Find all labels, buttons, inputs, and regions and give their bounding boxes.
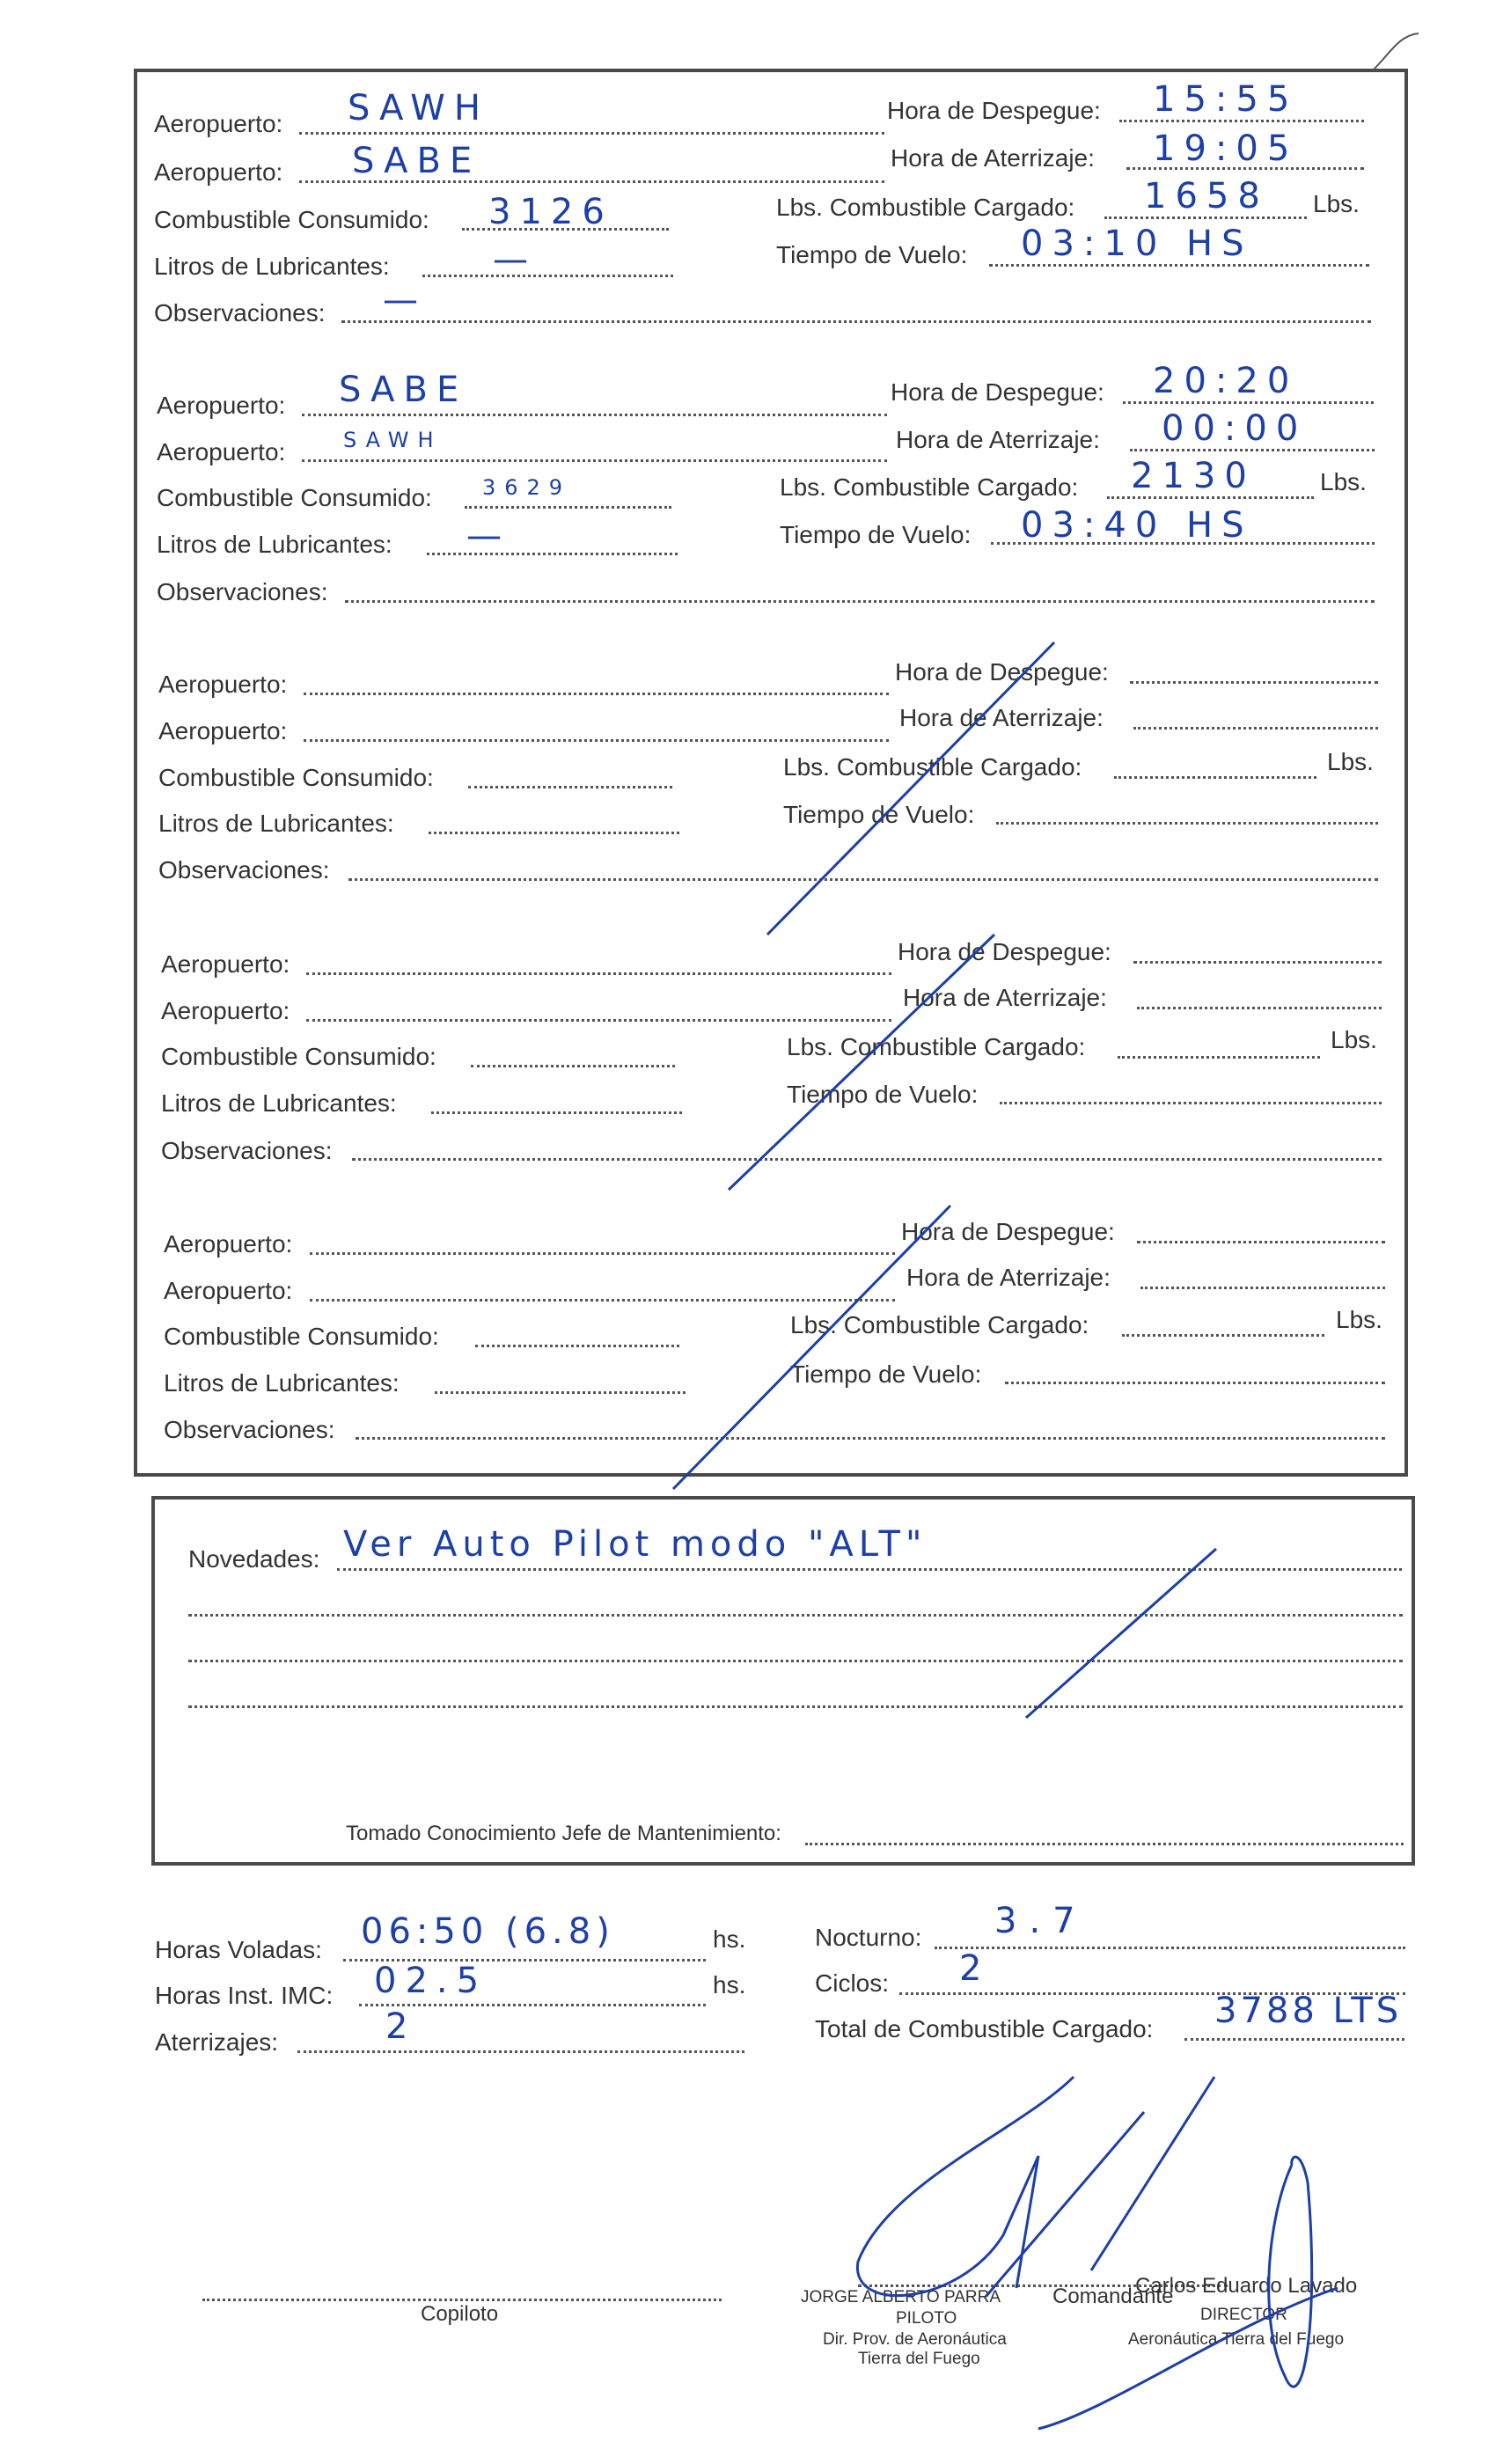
litros-lubricantes-label: Litros de Lubricantes: [158,810,394,837]
lbs-combustible-cargado-label: Lbs. Combustible Cargado: [776,194,1075,221]
leader-dots [429,832,679,834]
aterrizajes-value: 2 [385,2006,417,2047]
leader-dots [1107,496,1314,499]
leader-dots [431,1111,682,1114]
hora-aterrizaje-label: Hora de Aterrizaje: [899,704,1104,731]
leader-dots [188,1660,1403,1662]
leader-dots [297,2050,744,2053]
leader-dots [1137,1241,1385,1243]
hora-despegue-label: Hora de Despegue: [901,1218,1115,1245]
piloto-name: JORGE ALBERTO PARRA [801,2288,1001,2306]
ciclos-label: Ciclos: [815,1969,890,1997]
leader-dots [1104,216,1307,219]
leader-dots [1005,1382,1385,1384]
leader-dots [356,1437,1385,1440]
observaciones-label: Observaciones: [157,578,328,605]
aeropuerto-1-value: SAWH [348,88,489,128]
leader-dots [1137,1007,1382,1009]
corner-mark [1373,33,1419,70]
piloto-signature [857,2077,1214,2297]
leader-dots [427,553,678,555]
combustible-consumido-label: Combustible Consumido: [158,764,434,791]
director-title: DIRECTOR [1200,2306,1287,2324]
lbs-unit: Lbs. [1327,748,1374,775]
piloto-org-line-1: Dir. Prov. de Aeronáutica [823,2330,1007,2349]
total-combustible-cargado-value: 3788 LTS [1214,1991,1403,2031]
lbs-combustible-cargado-value: 1658 [1144,176,1269,216]
tiempo-vuelo-label: Tiempo de Vuelo: [780,521,972,548]
combustible-consumido-value: 3126 [488,192,613,232]
lbs-unit: Lbs. [1331,1026,1377,1053]
horas-inst-imc-label: Horas Inst. IMC: [155,1982,334,2009]
lbs-combustible-cargado-label: Lbs. Combustible Cargado: [780,473,1079,501]
nocturno-value: 3.7 [994,1901,1088,1941]
aeropuerto-label: Aeropuerto: [154,158,283,186]
hs-unit: hs. [713,1925,746,1953]
horas-voladas-label: Horas Voladas: [155,1936,322,1963]
litros-lubricantes-value: — [466,516,510,556]
litros-lubricantes-label: Litros de Lubricantes: [154,253,390,280]
leader-dots [304,739,889,742]
leader-dots [468,786,672,788]
aeropuerto-2-value: SAWH [343,428,443,452]
combustible-consumido-label: Combustible Consumido: [157,484,432,511]
aeropuerto-label: Aeropuerto: [154,110,283,137]
leader-dots [1123,401,1374,404]
leader-dots [465,506,671,509]
hora-despegue-value: 20:20 [1153,361,1299,401]
leader-dots [1184,2038,1404,2041]
aeropuerto-label: Aeropuerto: [157,392,286,419]
hora-despegue-value: 15:55 [1153,79,1299,120]
lbs-unit: Lbs. [1313,190,1360,217]
aeropuerto-label: Aeropuerto: [161,997,290,1024]
aeropuerto-label: Aeropuerto: [158,671,288,698]
hora-despegue-label: Hora de Despegue: [887,97,1101,124]
aeropuerto-label: Aeropuerto: [161,950,290,978]
leader-dots [302,459,887,462]
leader-dots [1133,727,1378,730]
nocturno-label: Nocturno: [815,1924,922,1951]
comandante-label: Comandante [1052,2284,1174,2308]
aeropuerto-2-value: SABE [352,141,481,181]
aeropuerto-label: Aeropuerto: [158,717,288,744]
leader-dots [341,320,1371,323]
lbs-unit: Lbs. [1320,468,1367,495]
hora-aterrizaje-label: Hora de Aterrizaje: [903,984,1107,1011]
horas-inst-imc-value: 02.5 [374,1961,488,2001]
horas-voladas-value: 06:50 (6.8) [361,1911,615,1952]
combustible-consumido-value: 3629 [482,475,572,500]
leader-dots [1114,776,1316,779]
tiempo-vuelo-value: 03:40 HS [1021,505,1253,546]
lbs-unit: Lbs. [1336,1306,1382,1333]
leader-dots [935,1947,1405,1949]
aeropuerto-label: Aeropuerto: [157,438,286,466]
hora-aterrizaje-label: Hora de Aterrizaje: [891,144,1095,172]
litros-lubricantes-label: Litros de Lubricantes: [164,1369,400,1397]
lbs-combustible-cargado-label: Lbs. Combustible Cargado: [787,1033,1086,1060]
aterrizajes-label: Aterrizajes: [155,2028,279,2056]
aeropuerto-label: Aeropuerto: [164,1277,293,1304]
piloto-title: PILOTO [896,2309,957,2328]
leader-dots [1118,1056,1320,1059]
leader-dots [805,1843,1404,1845]
leader-dots [1140,1287,1385,1289]
hora-despegue-label: Hora de Despegue: [895,658,1109,686]
tiempo-vuelo-label: Tiempo de Vuelo: [783,801,975,828]
novedades-label: Novedades: [188,1545,320,1573]
leader-dots [1122,1334,1324,1337]
observaciones-label: Observaciones: [154,299,326,326]
lbs-combustible-cargado-label: Lbs. Combustible Cargado: [783,753,1082,781]
leader-dots [302,414,887,416]
tiempo-vuelo-value: 03:10 HS [1021,224,1253,264]
leader-dots [471,1065,675,1067]
observaciones-label: Observaciones: [161,1137,333,1164]
leader-dots [352,1158,1382,1161]
hora-aterrizaje-label: Hora de Aterrizaje: [906,1264,1111,1291]
leader-dots [348,878,1378,881]
leader-dots [310,1252,895,1255]
leader-dots [989,264,1369,267]
lbs-combustible-cargado-label: Lbs. Combustible Cargado: [790,1311,1089,1338]
hora-despegue-label: Hora de Despegue: [898,938,1111,965]
lbs-combustible-cargado-value: 2130 [1131,456,1256,496]
leader-dots [337,1568,1402,1571]
ciclos-value: 2 [959,1948,991,1989]
observaciones-label: Observaciones: [164,1416,335,1443]
director-org: Aeronáutica Tierra del Fuego [1128,2330,1345,2349]
copiloto-label: Copiloto [421,2302,499,2326]
leader-dots [1130,449,1375,451]
copiloto-signature-line [202,2299,722,2301]
tomado-conocimiento-label: Tomado Conocimiento Jefe de Mantenimiento: [346,1822,781,1845]
leader-dots [345,600,1375,603]
observaciones-value: — [383,280,427,320]
hora-aterrizaje-label: Hora de Aterrizaje: [896,426,1100,453]
litros-lubricantes-label: Litros de Lubricantes: [161,1089,397,1117]
aeropuerto-1-value: SABE [339,370,468,410]
director-name: Carlos Eduardo Lavado [1135,2274,1358,2298]
combustible-consumido-label: Combustible Consumido: [161,1043,436,1070]
leader-dots [1000,1102,1382,1104]
hora-aterrizaje-value: 19:05 [1153,128,1299,169]
novedades-value: Ver Auto Pilot modo "ALT" [343,1524,928,1565]
combustible-consumido-label: Combustible Consumido: [154,206,429,233]
leader-dots [422,275,673,277]
leader-dots [310,1299,895,1302]
hora-despegue-label: Hora de Despegue: [891,378,1104,406]
total-combustible-cargado-label: Total de Combustible Cargado: [815,2015,1154,2042]
leader-dots [306,972,891,975]
litros-lubricantes-label: Litros de Lubricantes: [157,531,392,558]
leader-dots [475,1345,679,1347]
leader-dots [1133,961,1382,964]
tiempo-vuelo-label: Tiempo de Vuelo: [790,1360,982,1388]
tiempo-vuelo-label: Tiempo de Vuelo: [776,241,968,268]
leader-dots [304,693,889,695]
aeropuerto-label: Aeropuerto: [164,1230,293,1258]
leader-dots [188,1705,1403,1708]
tiempo-vuelo-label: Tiempo de Vuelo: [787,1081,979,1108]
leader-dots [1130,681,1378,684]
leader-dots [435,1391,686,1394]
leader-dots [1119,120,1364,122]
leader-dots [306,1019,891,1022]
hora-aterrizaje-value: 00:00 [1162,408,1308,449]
litros-lubricantes-value: — [493,239,537,280]
leader-dots [299,132,884,135]
leader-dots [188,1614,1403,1617]
combustible-consumido-label: Combustible Consumido: [164,1323,439,1350]
hs-unit: hs. [713,1971,746,1998]
piloto-org-line-2: Tierra del Fuego [858,2350,980,2368]
observaciones-label: Observaciones: [158,856,330,884]
leader-dots [996,822,1378,825]
